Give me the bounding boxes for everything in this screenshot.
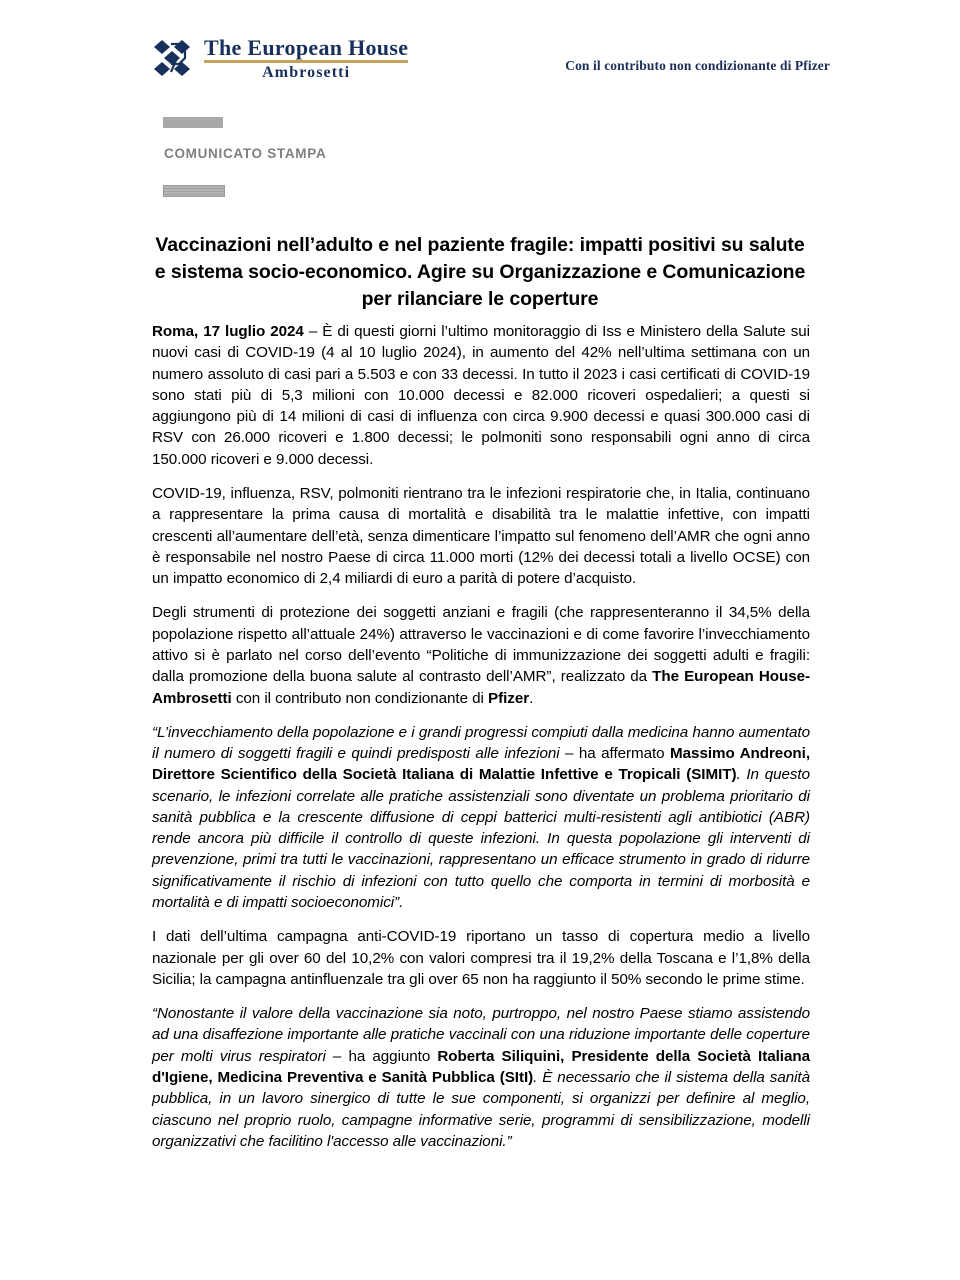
paragraph-5: I dati dell’ultima campagna anti-COVID-19 riportano un tasso di copertura medio a livello nazionale per gli over 60 del 10,2% con valori compresi tra il 19,2% della Toscana e l’1,8% della Sicilia; la campagna antinfluenzale tra gli over 65 non ha raggiunto il 50% secondo le prime stime. [152,928,810,988]
contribution-note: Con il contributo non condizionante di Pfizer [565,58,830,73]
ambrosetti-logo-text [204,34,408,82]
logo-line-european-house: The European House [204,35,409,60]
document-header [150,34,830,94]
paragraph-1-text: – È di questi giorni l’ultimo monitoraggio di Iss e Ministero della Salute sui nuovi casi di COVID-19 (4 al 10 luglio 2024), in aumento del 42% nell’ultima settimana con un numero assoluto di casi pari a 5.503 e con 33 decessi. In tutto il 2023 i casi certificati di COVID-19 sono stati più di 5,3 milioni con 10.000 decessi e 82.000 ricoveri ospedalieri; a questi si aggiungono più di 14 milioni di casi di influenza con circa 9.900 decessi e quasi 300.000 casi di RSV con 26.000 ricoveri e 1.800 decessi; le polmoniti sono responsabili ogni anno di circa 150.000 ricoveri e 9.000 decessi. [152,323,810,468]
page-title: Vaccinazioni nell’adulto e nel paziente fragile: impatti positivi su salute e sistema socio-economico. Agire su Organizzazione e Comunicazione per rilanciare le coperture [154,234,806,310]
ambrosetti-logo [150,34,408,82]
logo-gold-rule [204,60,408,63]
paragraph-3-bold-organizer: The European House-Ambrosetti [152,668,810,707]
dateline: Roma, 17 luglio 2024 [152,323,304,340]
quote-siliquini-speaker: Roberta Siliquini, Presidente della Società Italiana d'Igiene, Medicina Preventiva e Sanità Pubblica (SItI) [152,1047,810,1086]
quote-andreoni-part1: “L’invecchiamento della popolazione e i grandi progressi compiuti dalla medicina hanno aumentato il numero di soggetti fragili e quindi predisposti alle infezioni [152,723,810,763]
quote-siliquini-attribution-lead: – ha aggiunto [325,1047,438,1065]
quote-andreoni-speaker: Massimo Andreoni, Direttore Scientifico della Società Italiana di Malattie Infettive e Tropicali (SIMIT) [152,745,810,784]
quote-siliquini-part2: . È necessario che il sistema della sanità pubblica, in un lavoro sinergico di tutte le sue componenti, si organizzi per definire al meglio, ciascuno nel proprio ruolo, campagne informative serie, programmi di sensibilizzazione, modelli organizzativi che facilitino l'accesso alle vaccinazioni.” [152,1069,811,1150]
paragraph-6-quote-siliquini [152,1003,810,1152]
paragraph-4-quote-andreoni [152,722,810,914]
paragraph-1 [152,321,810,470]
quote-siliquini-part1: “Nonostante il valore della vaccinazione sia noto, purtroppo, nel nostro Paese stiamo assistendo ad una disaffezione importante alle pratiche vaccinali con una riduzione importante delle coperture per molti virus respiratori [152,1005,810,1065]
quote-andreoni-attribution-lead: – ha affermato [559,745,671,763]
kicker-bar-bottom [163,185,225,197]
paragraph-3 [152,602,810,708]
document-body [152,321,810,1152]
paragraph-3-seg3: . [529,689,534,707]
logo-line-ambrosetti: Ambrosetti [262,64,351,82]
paragraph-3-seg1: Degli strumenti di protezione dei soggetti anziani e fragili (che rappresenteranno il 34,5% della popolazione rispetto all’attuale 24%) attraverso le vaccinazioni e di come favorire l’invecchiamento attivo si è parlato nel corso dell’evento “Politiche di immunizzazione dei soggetti adulti e fragili: dalla promozione della buona salute al contrasto dell’AMR”, realizzato da [152,604,810,686]
quote-andreoni-part2: . In questo scenario, le infezioni correlate alle pratiche assistenziali sono diventate un problema prioritario di sanità pubblica e la crescente diffusione di ceppi batterici multi-resistenti agli antibiotici (ABR) rende ancora più difficile il controllo di queste infezioni. In questa popolazione gli interventi di prevenzione, primi tra tutti le vaccinazioni, rappresentano un efficace strumento in grado di ridurre significativamente il rischio di infezioni con tutto quello che comporta in termini di morbosità e mortalità e di impatti socioeconomici”. [152,766,810,912]
paragraph-3-seg2: con il contributo non condizionante di [231,689,489,707]
ambrosetti-logo-mark [150,38,198,78]
kicker-bar-top [163,117,223,128]
paragraph-3-bold-sponsor: Pfizer [488,689,530,707]
kicker-label: COMUNICATO STAMPA [164,146,327,161]
paragraph-2: COVID-19, influenza, RSV, polmoniti rientrano tra le infezioni respiratorie che, in Italia, continuano a rappresentare la prima causa di mortalità e disabilità tra le malattie infettive, con impatti crescenti all’aumentare dell’età, senza dimenticare l’impatto sul fenomeno dell’AMR che ogni anno è responsabile nel nostro Paese di circa 11.000 morti (12% dei decessi totali a livello OCSE) con un impatto economico di 2,4 miliardi di euro a parità di potere d’acquisto. [152,484,810,588]
